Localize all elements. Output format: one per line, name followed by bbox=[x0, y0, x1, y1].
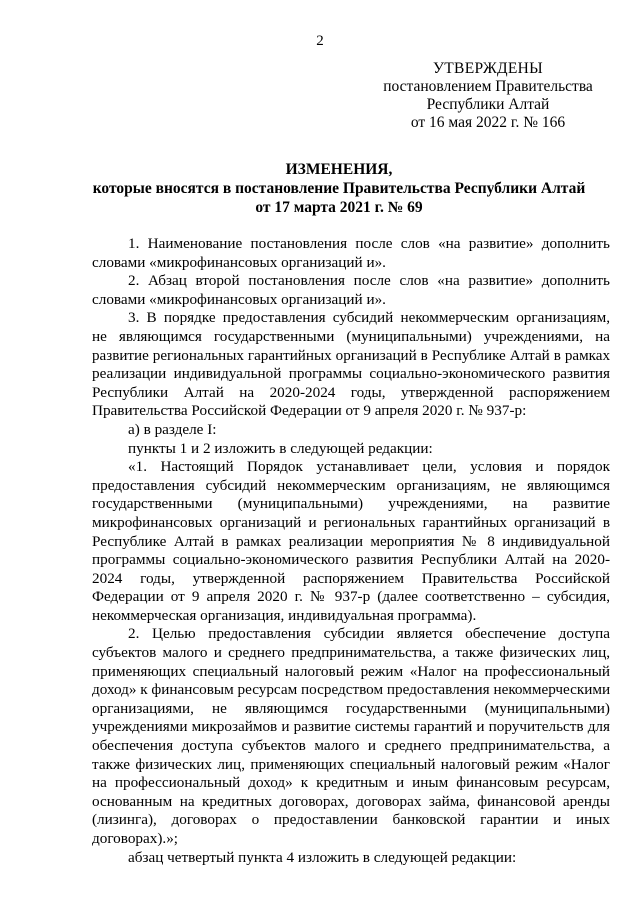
body-line: доход» к финансовым ресурсам посредством предоставления некоммерческими bbox=[92, 681, 611, 699]
body-line: 2. Целью предоставления субсидии является обеспечение доступа bbox=[128, 625, 610, 643]
approval-line-1: УТВЕРЖДЕНЫ bbox=[433, 60, 543, 77]
body-line: реализации индивидуальной программы социально-экономического развития bbox=[92, 365, 610, 383]
title-line-3: от 17 марта 2021 г. № 69 bbox=[255, 199, 423, 216]
body-line: пункты 1 и 2 изложить в следующей редакции: bbox=[128, 439, 433, 457]
body-line: учреждениями микрозаймов и развитие системы гарантий и поручительств для bbox=[92, 718, 610, 736]
body-line: словами «микрофинансовых организаций и». bbox=[92, 253, 386, 271]
title-line-1: ИЗМЕНЕНИЯ, bbox=[285, 161, 393, 178]
approval-line-3: Республики Алтай bbox=[426, 96, 550, 113]
body-line: абзац четвертый пункта 4 изложить в следующей редакции: bbox=[128, 848, 517, 866]
body-line: субъектов малого и среднего предпринимательства, а также физических лиц, bbox=[92, 644, 610, 662]
body-line: микрофинансовых организаций и региональных гарантийных организаций в bbox=[92, 513, 610, 531]
body-line: а) в разделе I: bbox=[128, 420, 217, 438]
body-line: Правительства Российской Федерации от 9 апреля 2020 г. № 937-р: bbox=[92, 402, 527, 420]
body-line: предоставления субсидий некоммерческим организациям, не являющимся bbox=[92, 476, 610, 494]
approval-stamp bbox=[370, 60, 606, 132]
body-line: применяющих специальный налоговый режим «Налог на профессиональный bbox=[92, 662, 610, 680]
body-line: основанным на кредитных договорах, договорах займа, финансовой аренды bbox=[92, 792, 610, 810]
body-line: программы социально-экономического развития Республики Алтай на 2020- bbox=[92, 551, 610, 569]
body-line: 1. Наименование постановления после слов «на развитие» дополнить bbox=[128, 235, 610, 252]
approval-line-4: от 16 мая 2022 г. № 166 bbox=[410, 114, 566, 131]
body-line: 2. Абзац второй постановления после слов «на развитие» дополнить bbox=[128, 272, 610, 290]
document-body bbox=[92, 235, 610, 867]
body-line: договорах).»; bbox=[92, 830, 179, 847]
body-line: организациями, не являющимся государственными (муниципальными) bbox=[92, 699, 610, 717]
approval-line-2: постановлением Правительства bbox=[383, 78, 593, 95]
body-line: 2024 годы, утвержденной распоряжением Правительства Российской bbox=[92, 569, 610, 587]
body-line: государственными (муниципальными) учреждениями, на развитие bbox=[92, 495, 610, 513]
body-line: (лизинга), договорах о предоставлении банковской гарантии и иных bbox=[92, 811, 610, 829]
body-line: некоммерческая организация, индивидуальная программа). bbox=[92, 606, 477, 624]
title-line-2: которые вносятся в постановление Правительства Республики Алтай bbox=[92, 180, 586, 197]
body-line: Республики Алтай на 2020-2024 годы, утвержденной распоряжением bbox=[92, 383, 610, 401]
body-line: на профессиональный доход» к кредитным и иным финансовым ресурсам, bbox=[92, 774, 610, 792]
body-line: Федерации от 9 апреля 2020 г. № 937-р (далее соответственно – субсидия, bbox=[92, 588, 610, 606]
body-line: словами «микрофинансовых организаций и». bbox=[92, 290, 386, 308]
body-line: также физических лиц, применяющих специальный налоговый режим «Налог bbox=[92, 755, 610, 773]
document-title bbox=[70, 160, 608, 217]
body-line: обеспечения доступа субъектов малого и среднего предпринимательства, а bbox=[92, 737, 610, 755]
body-line: развитие региональных гарантийных организаций в Республике Алтай в рамках bbox=[92, 347, 610, 364]
body-line: Республике Алтай в рамках реализации мероприятия № 8 индивидуальной bbox=[92, 532, 610, 550]
body-line: 3. В порядке предоставления субсидий некоммерческим организациям, bbox=[128, 309, 610, 327]
body-line: не являющимся государственными (муниципальными) учреждениями, на bbox=[92, 327, 610, 345]
body-line: «1. Настоящий Порядок устанавливает цели, условия и порядок bbox=[128, 458, 610, 476]
page-number: 2 bbox=[316, 33, 324, 49]
